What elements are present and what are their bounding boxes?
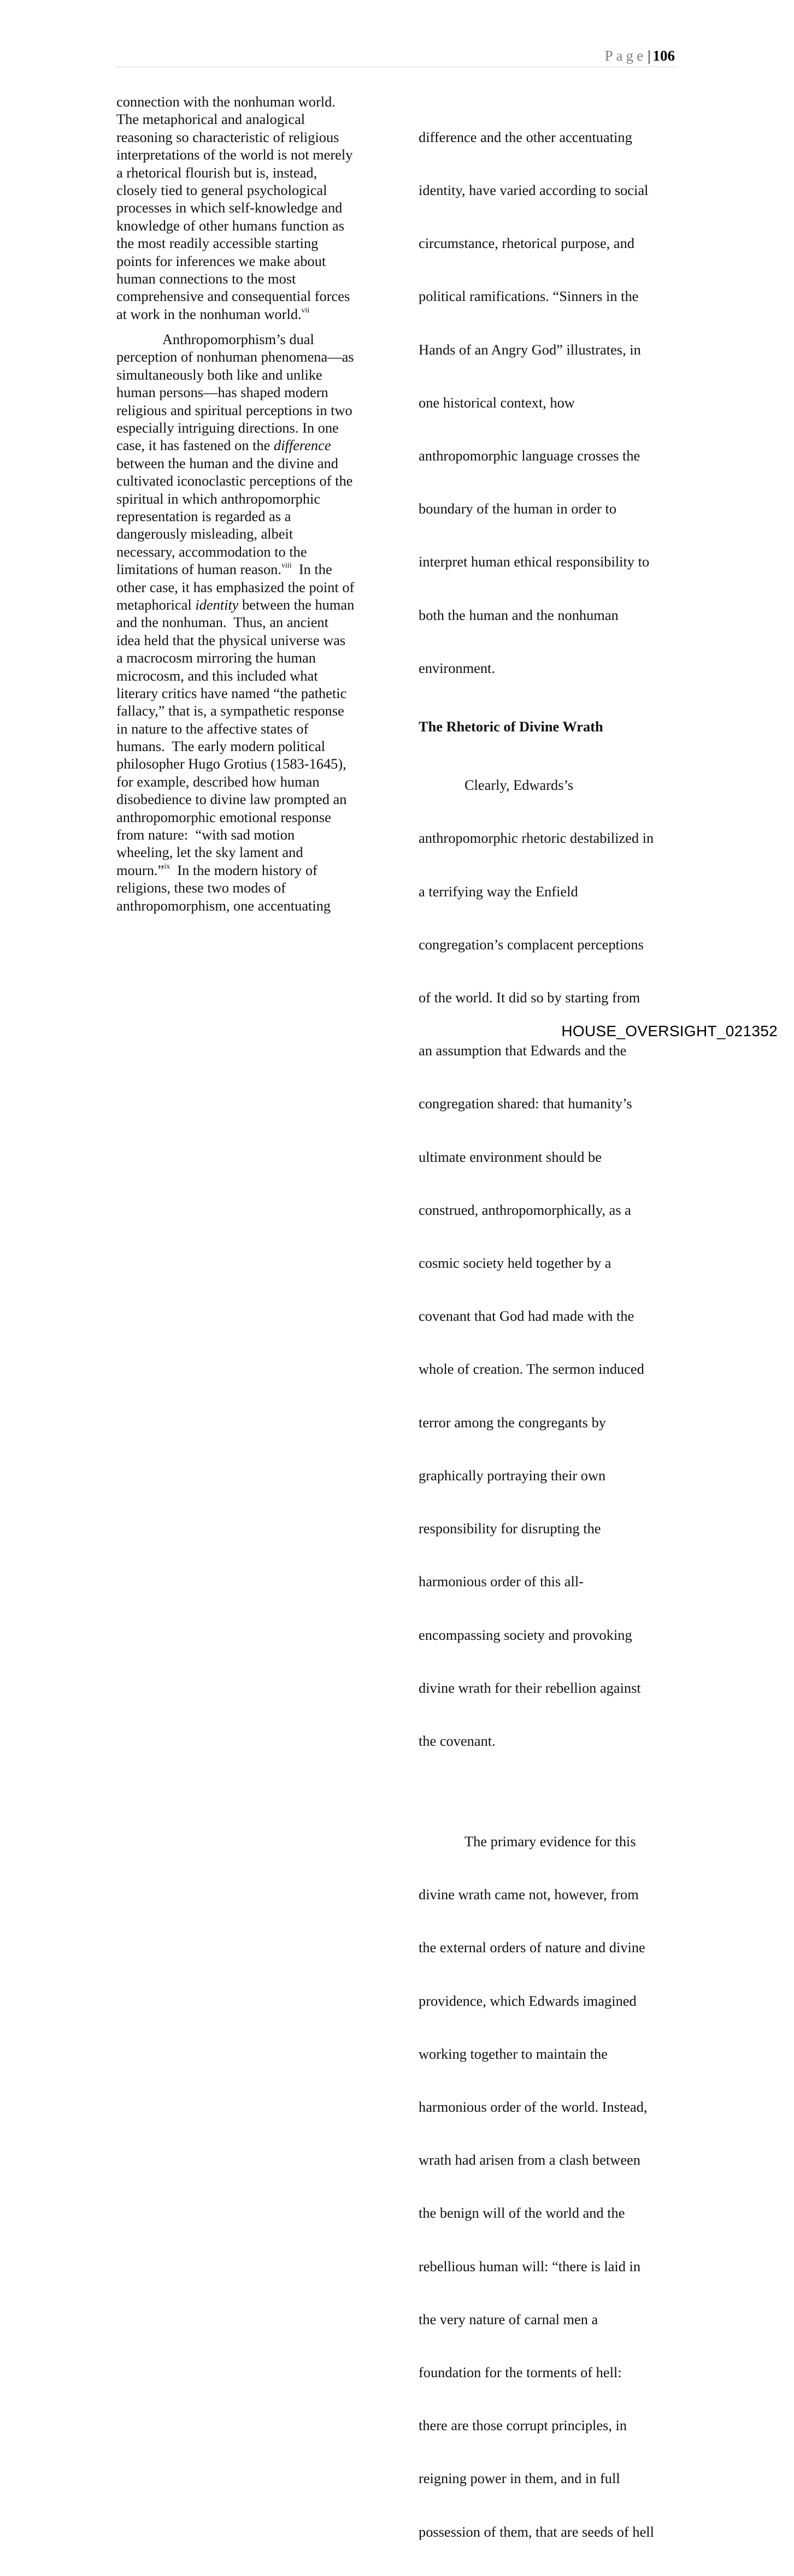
text-line: points for inferences we make about (116, 252, 326, 269)
left-column (116, 93, 379, 914)
left-paragraph-1 (116, 93, 379, 323)
text-line: between the human and the divine and (116, 454, 338, 471)
text-line: religions, these two modes of (116, 879, 286, 896)
text-line (116, 436, 379, 454)
text-line: closely tied to general psychological (116, 181, 327, 198)
text-line: fallacy,” that is, a sympathetic response (116, 702, 344, 719)
text-line: whole of creation. The sermon induced (419, 1361, 644, 1378)
text-line: in nature to the affective states of (116, 720, 309, 737)
text-line: for example, described how human (116, 773, 320, 790)
page-number-block (605, 47, 675, 64)
text-fragment: limitations of human reason. (116, 561, 281, 578)
text-line: The metaphorical and analogical (116, 111, 305, 128)
text-line: perception of nonhuman phenomena—as (116, 348, 354, 365)
text-line: congregation’s complacent perceptions (419, 936, 644, 953)
text-line: and the nonhuman. Thus, an ancient (116, 614, 328, 631)
left-paragraph-2 (116, 330, 379, 914)
text-line: comprehensive and consequential forces (116, 288, 350, 305)
text-line: representation is regarded as a (116, 507, 291, 524)
text-line: religious and spiritual perceptions in two (116, 401, 352, 418)
text-line (116, 596, 379, 613)
text-line: simultaneously both like and unlike (116, 366, 322, 383)
page-number: 106 (652, 48, 675, 64)
text-line: spiritual in which anthropomorphic (116, 490, 321, 507)
text-line: ultimate environment should be (419, 1148, 602, 1165)
text-line: providence, which Edwards imagined (419, 1992, 637, 2009)
text-line: dangerously misleading, albeit (116, 525, 293, 542)
text-line (116, 305, 379, 323)
text-fragment: mourn.” (116, 861, 164, 878)
text-line: both the human and the nonhuman (419, 606, 619, 623)
text-line: idea held that the physical universe was (116, 631, 346, 648)
text-line: divine wrath for their rebellion against (419, 1679, 641, 1696)
text-fragment: metaphorical (116, 596, 196, 613)
text-line: humans. The early modern political (116, 738, 326, 755)
text-line: knowledge of other humans function as (116, 217, 345, 234)
text-line: microcosm, and this included what (116, 667, 318, 684)
text-line: Anthropomorphism’s dual (162, 331, 314, 348)
text-line: philosopher Hugo Grotius (1583-1645), (116, 755, 346, 772)
text-line: anthropomorphic rhetoric destabilized in (419, 830, 654, 847)
document-id-stamp: HOUSE_OVERSIGHT_021352 (561, 1023, 778, 1039)
text-line: one historical context, how (419, 394, 575, 411)
text-line: human connections to the most (116, 270, 296, 287)
text-line: especially intriguing directions. In one (116, 420, 339, 436)
text-fragment: In the modern history of (170, 861, 317, 878)
text-line: cultivated iconoclastic perceptions of the (116, 472, 353, 489)
emphasis-identity: identity (195, 596, 239, 613)
endnote-marker[interactable]: ix (164, 862, 170, 871)
text-line: Hands of an Angry God” illustrates, in (419, 341, 641, 358)
text-line: wheeling, let the sky lament and (116, 844, 303, 861)
text-line: difference and the other accentuating (419, 128, 632, 145)
text-line: working together to maintain the (419, 2045, 608, 2062)
text-line: covenant that God had made with the (419, 1308, 634, 1325)
text-line: harmonious order of this all- (419, 1573, 584, 1590)
text-line: circumstance, rhetorical purpose, and (419, 235, 634, 252)
text-fragment: case, it has fastened on the (116, 437, 274, 454)
text-line: wrath had arisen from a clash between (419, 2152, 640, 2169)
text-line: a macrocosm mirroring the human (116, 649, 316, 666)
right-column (419, 93, 681, 2576)
header-separator: | (648, 48, 651, 64)
text-line: environment. (419, 659, 495, 676)
text-fragment: between the human (238, 596, 355, 613)
text-line: terror among the congregants by (419, 1414, 606, 1431)
text-line: political ramifications. “Sinners in the (419, 288, 639, 305)
text-line: identity, have varied according to social (419, 182, 649, 199)
paragraph-gap (419, 735, 681, 741)
endnote-marker[interactable]: vii (301, 306, 310, 315)
text-line: necessary, accommodation to the (116, 543, 307, 560)
text-line: reasoning so characteristic of religious (116, 128, 339, 145)
text-line: Clearly, Edwards’s (464, 777, 574, 794)
text-line: divine wrath came not, however, from (419, 1886, 639, 1903)
paragraph-gap (116, 323, 379, 330)
text-line: other case, it has emphasized the point of (116, 578, 355, 595)
text-line: rebellious human will: “there is laid in (419, 2258, 641, 2274)
text-line: a rhetorical flourish but is, instead, (116, 164, 317, 181)
text-line: the benign will of the world and the (419, 2205, 625, 2221)
text-line: graphically portraying their own (419, 1467, 606, 1484)
text-line: possession of them, that are seeds of hell (419, 2523, 654, 2540)
text-line: human persons—has shaped modern (116, 384, 328, 401)
text-line: foundation for the torments of hell: (419, 2364, 622, 2380)
text-line: a terrifying way the Enfield (419, 883, 578, 900)
text-line: cosmic society held together by a (419, 1255, 611, 1272)
text-line: anthropomorphic emotional response (116, 808, 331, 825)
text-line: boundary of the human in order to (419, 500, 617, 517)
right-paragraph-1 (419, 93, 681, 712)
text-line: literary critics have named “the pathetic (116, 684, 347, 701)
text-line: The primary evidence for this (464, 1833, 636, 1850)
text-line: responsibility for disrupting the (419, 1520, 601, 1537)
text-line: reigning power in them, and in full (419, 2470, 620, 2487)
text-line: anthropomorphism, one accentuating (116, 897, 331, 914)
text-line: congregation shared: that humanity’s (419, 1095, 632, 1112)
text-line: of the world. It did so by starting from (419, 989, 640, 1006)
text-line: anthropomorphic language crosses the (419, 447, 640, 464)
text-line: interpret human ethical responsibility to (419, 553, 650, 570)
text-line: the most readily accessible starting (116, 235, 319, 252)
text-line: construed, anthropomorphically, as a (419, 1201, 631, 1218)
paragraph-gap (419, 1785, 681, 1797)
text-line: the covenant. (419, 1732, 496, 1749)
text-line (116, 861, 379, 879)
text-line: connection with the nonhuman world. (116, 93, 336, 110)
text-line (116, 560, 379, 578)
text-line: disobedience to divine law prompted an (116, 791, 347, 808)
page-header (115, 47, 678, 67)
paragraph-gap (419, 712, 681, 718)
endnote-marker[interactable]: viii (281, 562, 292, 570)
page-label: Page (604, 48, 647, 64)
text-fragment: In the (291, 561, 332, 578)
text-line: encompassing society and provoking (419, 1626, 632, 1643)
text-line: from nature: “with sad motion (116, 826, 295, 843)
text-fragment: at work in the nonhuman world. (116, 305, 302, 322)
text-line: the external orders of nature and divine (419, 1939, 645, 1956)
right-paragraph-3 (419, 1797, 681, 2576)
text-line: an assumption that Edwards and the (419, 1042, 627, 1059)
text-line: processes in which self-knowledge and (116, 199, 343, 216)
right-paragraph-2 (419, 741, 681, 1785)
section-heading: The Rhetoric of Divine Wrath (419, 718, 603, 735)
text-line: the very nature of carnal men a (419, 2311, 598, 2327)
text-line: interpretations of the world is not merely (116, 146, 353, 163)
text-line: there are those corrupt principles, in (419, 2417, 627, 2434)
text-line: harmonious order of the world. Instead, (419, 2098, 648, 2115)
emphasis-difference: difference (274, 437, 331, 454)
